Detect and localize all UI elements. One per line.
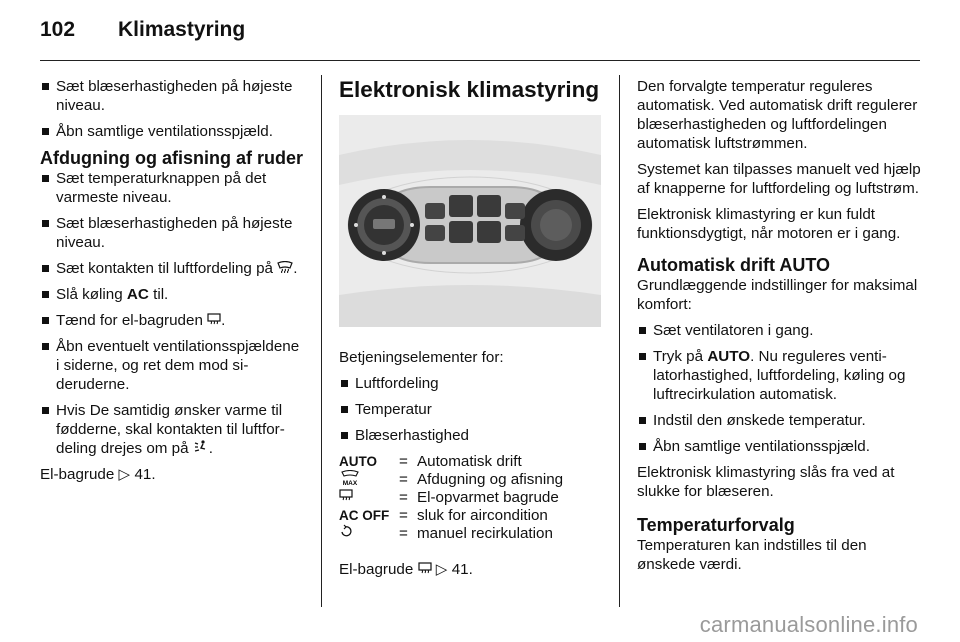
section-heading-temperature: Temperaturforvalg xyxy=(637,515,795,535)
definition-row: = El-opvarmet bagrude xyxy=(339,488,601,506)
climate-control-panel-photo xyxy=(339,115,601,327)
section-heading-electronic: Elektronisk klimastyring xyxy=(339,77,600,102)
list-item: Sæt blæserhastigheden på højeste niveau. xyxy=(40,214,306,252)
page-ref-arrow-icon: ▷ xyxy=(118,466,131,483)
list-item: Sæt temperaturknappen på det varmeste niveau. xyxy=(40,169,306,207)
list-item: Blæserhastighed xyxy=(339,426,601,445)
paragraph: Elektronisk klimastyring slås fra ved at slukke for blæseren. xyxy=(637,464,895,500)
list-item: Sæt ventilatoren i gang. xyxy=(637,321,921,340)
paragraph: Systemet kan tilpasses manuelt ved hjælp af knapperne for luftfordeling og luftstrøm. xyxy=(637,161,921,197)
column-divider-1 xyxy=(321,75,322,607)
rear-window-heater-icon xyxy=(418,562,432,574)
list-item: Åbn samtlige ventilationsspjæld. xyxy=(637,437,921,456)
definition-table xyxy=(339,452,601,542)
rear-window-heater-icon xyxy=(339,488,353,502)
definition-row: AUTO = Automatisk drift xyxy=(339,453,522,470)
watermark: carmanualsonline.info xyxy=(699,612,918,637)
page-number: 102 xyxy=(40,18,76,41)
section-heading-defrost: Afdugning og afisning af ruder xyxy=(40,148,303,168)
list-item: Sæt blæserhastigheden på højeste niveau. xyxy=(40,77,306,115)
list-item: Tænd for el-bagruden . xyxy=(40,311,306,330)
reference-rear-window: El-bagrude ▷ 41. xyxy=(339,561,473,578)
list-item: Luftfordeling xyxy=(339,374,601,393)
controls-intro: Betjeningselementer for: xyxy=(339,349,504,366)
column-1 xyxy=(40,77,306,491)
paragraph: Elektronisk klimastyring er kun fuldt funktionsdygtigt, når motoren er i gang. xyxy=(637,206,901,242)
list-item: Sæt kontakten til luftfordeling på . xyxy=(40,259,306,278)
svg-text:MAX: MAX xyxy=(342,480,358,486)
paragraph: Grundlæggende indstillinger for maksimal komfort: xyxy=(637,277,918,313)
definition-row: AC OFF = sluk for aircondition xyxy=(339,507,548,524)
header-rule xyxy=(40,60,920,61)
page-ref-arrow-icon: ▷ xyxy=(435,561,448,578)
list-item: Indstil den ønskede temperatur. xyxy=(637,411,921,430)
column-2 xyxy=(339,77,601,586)
paragraph: Temperaturen kan indstilles til den ønskede værdi. xyxy=(637,537,867,573)
section-heading-auto: Automatisk drift AUTO xyxy=(637,255,831,275)
list-item: Hvis De samtidig ønsker varme til fødderne, skal kontakten til luftfordeling drejes om på . xyxy=(40,401,306,458)
list-item: Åbn samtlige ventilationsspjæld. xyxy=(40,122,306,141)
max-defrost-icon xyxy=(339,470,361,486)
list-item: Åbn eventuelt ventilationsspjældene i siderne, og ret dem mod sideruderne. xyxy=(40,337,306,394)
recirculation-icon xyxy=(339,524,353,538)
rear-window-heater-icon xyxy=(207,313,221,325)
page-title: Klimastyring xyxy=(118,18,246,41)
windscreen-defrost-icon xyxy=(277,261,293,273)
list-item: Slå køling AC til. xyxy=(40,285,306,304)
list-item: Temperatur xyxy=(339,400,601,419)
column-divider-2 xyxy=(619,75,620,607)
list-item: Tryk på AUTO. Nu reguleres ventilatorhastighed, luftfordeling, køling og luftrecirkulation automatisk. xyxy=(637,347,921,404)
reference-rear-window: El-bagrude ▷ 41. xyxy=(40,466,156,483)
footwell-defrost-icon xyxy=(193,440,209,453)
page-header xyxy=(40,18,920,48)
definition-row: MAX = Afdugning og afisning xyxy=(339,470,601,488)
paragraph: Den forvalgte temperatur reguleres automatisk. Ved automatisk drift regulerer blæserhastigheden og luftfordelingen automatisk luftstrømmen. xyxy=(637,78,918,152)
definition-row: = manuel recirkulation xyxy=(339,524,601,542)
column-3 xyxy=(637,77,921,581)
